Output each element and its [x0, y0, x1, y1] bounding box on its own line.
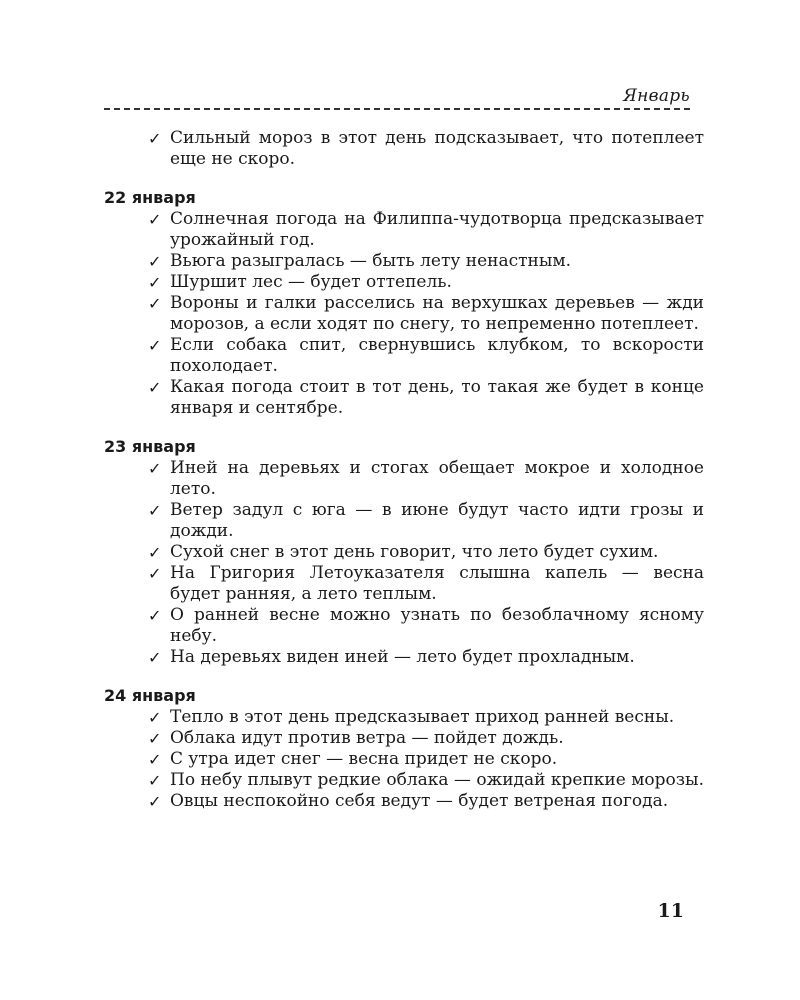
checkmark-icon: ✓: [148, 459, 162, 478]
checkmark-icon: ✓: [148, 294, 162, 313]
item-text: Иней на деревьях и стогах обещает мокрое и холодное лето.: [170, 458, 704, 499]
section-23-january: [104, 437, 704, 668]
list-item: [104, 500, 704, 542]
item-text: О ранней весне можно узнать по безоблачному ясному небу.: [170, 605, 704, 646]
item-text: На Григория Летоуказателя слышна капель — весна будет ранняя, а лето теплым.: [170, 563, 704, 604]
checkmark-icon: ✓: [148, 729, 162, 748]
intro-section: [104, 128, 704, 170]
list-item: [104, 707, 704, 728]
list-item: [104, 335, 704, 377]
section-24-january: [104, 686, 704, 812]
item-text: По небу плывут редкие облака — ожидай крепкие морозы.: [170, 770, 704, 790]
list-item: [104, 563, 704, 605]
checkmark-icon: ✓: [148, 648, 162, 667]
list-item: [104, 458, 704, 500]
item-text: Ветер задул с юга — в июне будут часто идти грозы и дожди.: [170, 500, 704, 541]
checkmark-icon: ✓: [148, 708, 162, 727]
item-text: Тепло в этот день предсказывает приход ранней весны.: [170, 707, 675, 727]
item-text: Вороны и галки расселись на верхушках деревьев — жди морозов, а если ходят по снегу, то непременно потеплеет.: [170, 293, 704, 334]
list-item: [104, 647, 704, 668]
page-content: [104, 128, 704, 812]
item-text: Солнечная погода на Филиппа-чудотворца предсказывает урожайный год.: [170, 209, 704, 250]
item-text: Если собака спит, свернувшись клубком, то вскорости похолодает.: [170, 335, 704, 376]
running-header: Январь: [623, 86, 690, 106]
list-item: [104, 251, 704, 272]
list-item: [104, 728, 704, 749]
intro-list: [104, 128, 704, 170]
item-text: Шуршит лес — будет оттепель.: [170, 272, 452, 292]
item-text: С утра идет снег — весна придет не скоро.: [170, 749, 558, 769]
section-list: [104, 707, 704, 812]
section-22-january: [104, 188, 704, 419]
checkmark-icon: ✓: [148, 336, 162, 355]
checkmark-icon: ✓: [148, 378, 162, 397]
page-number: 11: [657, 900, 684, 922]
section-title: 24 января: [104, 686, 196, 705]
item-text: Сухой снег в этот день говорит, что лето будет сухим.: [170, 542, 659, 562]
list-item: [104, 209, 704, 251]
list-item: [104, 791, 704, 812]
list-item: [104, 770, 704, 791]
section-list: [104, 209, 704, 419]
checkmark-icon: ✓: [148, 129, 162, 148]
item-text: Какая погода стоит в тот день, то такая же будет в конце января и сентябре.: [170, 377, 704, 418]
checkmark-icon: ✓: [148, 750, 162, 769]
item-text: Сильный мороз в этот день подсказывает, что потеплеет еще не скоро.: [170, 128, 704, 169]
list-item: [104, 542, 704, 563]
item-text: Овцы неспокойно себя ведут — будет ветреная погода.: [170, 791, 669, 811]
list-item: [104, 749, 704, 770]
checkmark-icon: ✓: [148, 564, 162, 583]
item-text: Облака идут против ветра — пойдет дождь.: [170, 728, 564, 748]
list-item: [104, 128, 704, 170]
list-item: [104, 272, 704, 293]
checkmark-icon: ✓: [148, 606, 162, 625]
section-title: 22 января: [104, 188, 196, 207]
checkmark-icon: ✓: [148, 273, 162, 292]
header-divider: [104, 108, 690, 110]
list-item: [104, 293, 704, 335]
section-title: 23 января: [104, 437, 196, 456]
section-list: [104, 458, 704, 668]
item-text: На деревьях виден иней — лето будет прохладным.: [170, 647, 635, 667]
checkmark-icon: ✓: [148, 543, 162, 562]
checkmark-icon: ✓: [148, 792, 162, 811]
checkmark-icon: ✓: [148, 501, 162, 520]
checkmark-icon: ✓: [148, 252, 162, 271]
checkmark-icon: ✓: [148, 771, 162, 790]
checkmark-icon: ✓: [148, 210, 162, 229]
list-item: [104, 605, 704, 647]
item-text: Вьюга разыгралась — быть лету ненастным.: [170, 251, 572, 271]
list-item: [104, 377, 704, 419]
